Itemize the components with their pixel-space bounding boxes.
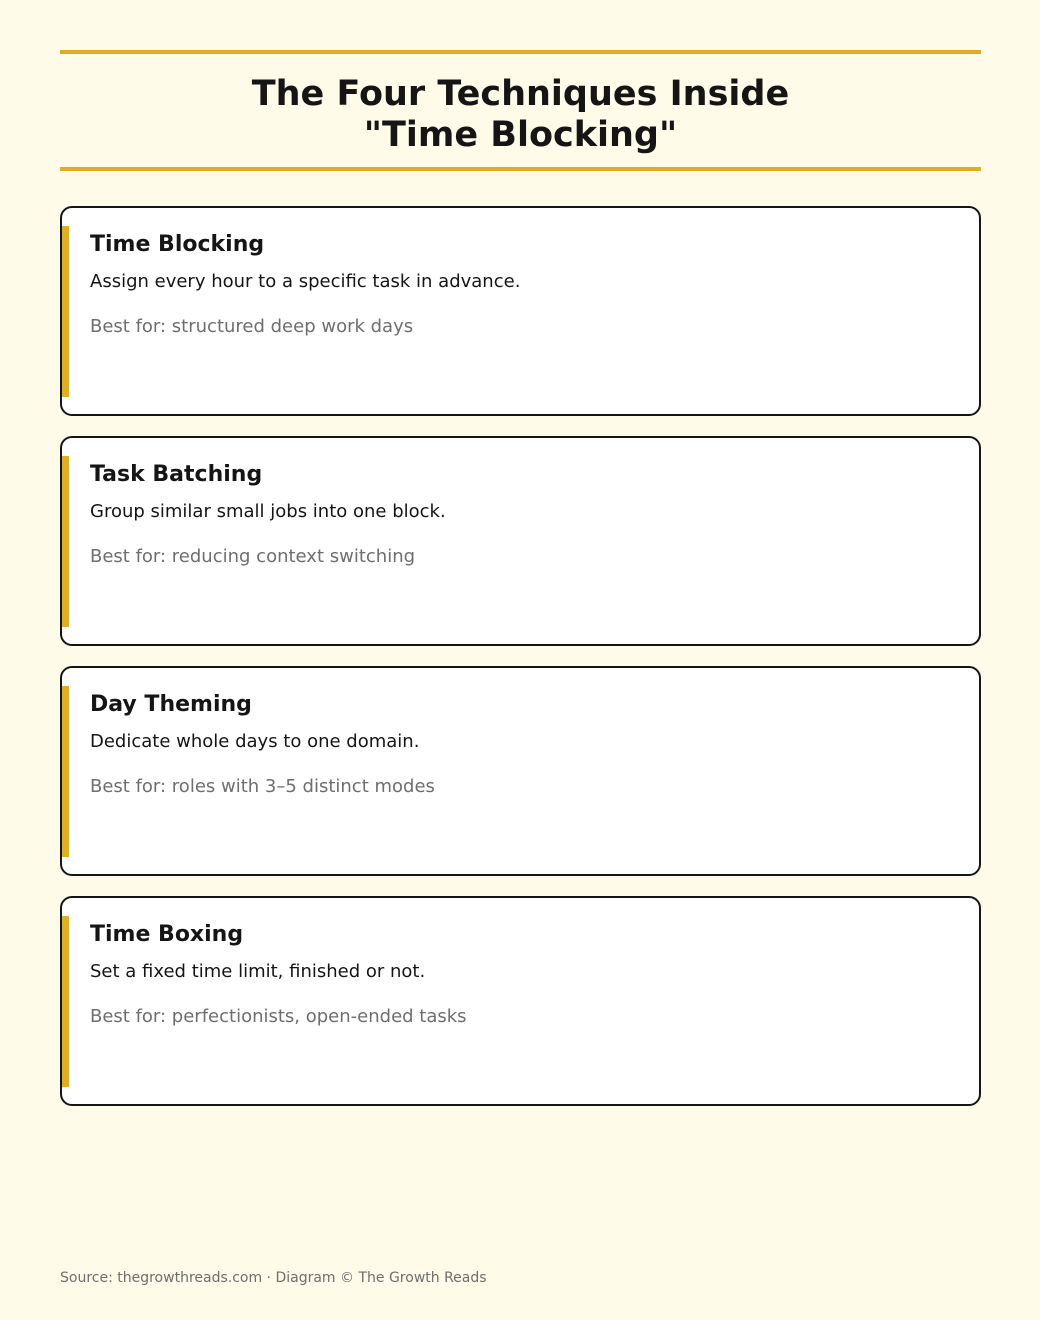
card-description: Group similar small jobs into one block. xyxy=(90,501,446,522)
page-title xyxy=(60,74,981,156)
page-title-line-1: The Four Techniques Inside xyxy=(251,74,790,114)
source-credit: Source: thegrowthreads.com · Diagram © The Growth Reads xyxy=(60,1270,487,1286)
card-best-for: Best for: roles with 3–5 distinct modes xyxy=(90,776,435,797)
card-best-for: Best for: reducing context switching xyxy=(90,546,416,567)
technique-card-time-blocking xyxy=(60,206,981,416)
card-title: Time Blocking xyxy=(90,232,265,257)
title-header xyxy=(60,50,981,171)
card-description: Assign every hour to a specific task in advance. xyxy=(90,271,521,292)
card-accent-bar xyxy=(62,456,69,627)
card-title: Time Boxing xyxy=(90,922,244,947)
card-title: Day Theming xyxy=(90,692,252,717)
technique-card-time-boxing xyxy=(60,896,981,1106)
page-title-line-2: "Time Blocking" xyxy=(363,115,678,155)
card-best-for: Best for: structured deep work days xyxy=(90,316,414,337)
card-accent-bar xyxy=(62,916,69,1087)
card-title: Task Batching xyxy=(90,462,263,487)
card-description: Set a fixed time limit, finished or not. xyxy=(90,961,426,982)
card-description: Dedicate whole days to one domain. xyxy=(90,731,420,752)
card-best-for: Best for: perfectionists, open-ended tasks xyxy=(90,1006,467,1027)
technique-card-task-batching xyxy=(60,436,981,646)
card-accent-bar xyxy=(62,226,69,397)
technique-card-day-theming xyxy=(60,666,981,876)
card-accent-bar xyxy=(62,686,69,857)
